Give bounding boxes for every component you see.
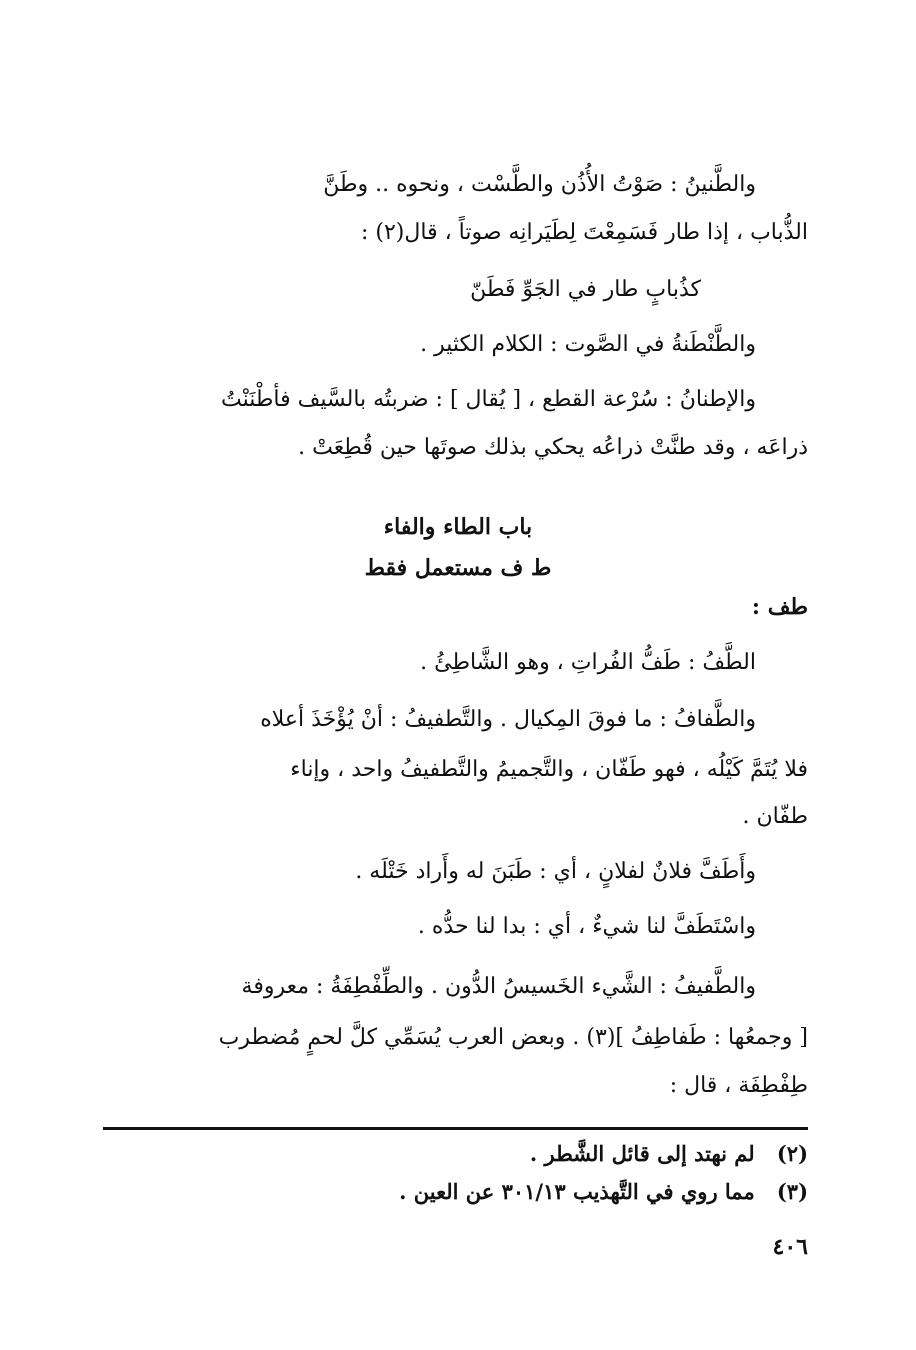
section-title: باب الطاء والفاء [383,514,533,540]
body-line: الذُّباب ، إذا طار فَسَمِعْتَ لِطَيَرانِه صوتاً ، قال(٢) : [360,220,808,245]
footnote [100,1178,808,1206]
body-line: والطَّنْطَنةُ في الصَّوت : الكلام الكثير . [420,332,756,357]
footnote-text: لم نهتد إلى قائل الشَّطر . [529,1141,755,1166]
body-line: واسْتَطَفَّ لنا شيءٌ ، أي : بدا لنا حدُّه . [417,914,756,939]
body-line: والطَّفافُ : ما فوقَ المِكيال . والتَّطفيفُ : أنْ يُؤْخَذَ أعلاه [260,707,756,732]
footnote-number: (٣) [776,1179,808,1204]
body-line: طِفْطِفَة ، قال : [669,1073,808,1098]
footnote-number: (٢) [776,1141,808,1166]
body-line: ذراعَه ، وقد طنَّتْ ذراعُه يحكي بذلك صوتَها حين قُطِعَتْ . [298,435,808,460]
verse-line: كذُبابٍ طار في الجَوِّ فَطَنّ [470,277,701,302]
body-line: والطَّفيفُ : الشَّيء الخَسيسُ الدُّون . والطِّفْطِفَةُ : معروفة [241,974,756,999]
page-number: ٤٠٦ [772,1234,808,1260]
body-line: وأَطَفَّ فلانٌ لفلانٍ ، أي : طَبَنَ له وأَراد خَتْلَه . [355,859,756,884]
footnote-divider [103,1127,808,1130]
body-line: [ وجمعُها : طَفاطِفُ ](٣) . وبعض العرب يُسَمِّي كلَّ لحمٍ مُضطرب [218,1025,808,1050]
footnote-text: مما روي في التَّهذيب ٣٠١/١٣ عن العين . [399,1179,755,1204]
section-subtitle: ط ف مستعمل فقط [364,555,552,581]
footnote [100,1140,808,1168]
entry-heading: طف : [751,594,808,620]
body-line: والإطنانُ : سُرْعة القطع ، [ يُقال ] : ضربتُه بالسَّيف فأطْنَنْتُ [221,387,756,412]
body-line: فلا يُتَمَّ كَيْلُه ، فهو طَفّان ، والتَّجميمُ والتَّطفيفُ واحد ، وإناء [290,757,808,782]
body-line: والطَّنينُ : صَوْتُ الأُذُن والطَّسْت ، ونحوه .. وطَنَّ [323,172,756,197]
body-line: طفّان . [742,804,808,829]
body-line: الطَّفُ : طَفُّ الفُراتِ ، وهو الشَّاطِئُ . [420,650,756,675]
